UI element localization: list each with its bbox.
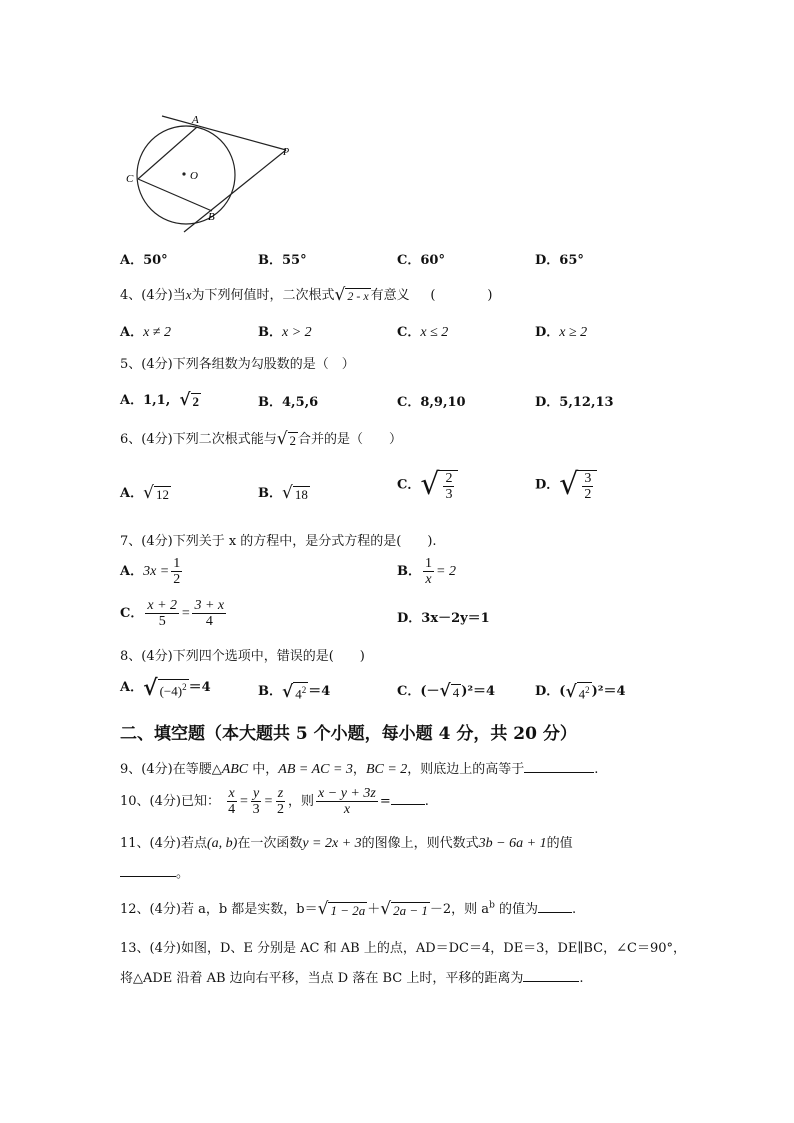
label-a: A (192, 114, 199, 126)
q13-answer-blank[interactable] (523, 981, 579, 982)
question-13-line2: 将△ADE 沿着 AB 边向右平移，当点 D 落在 BC 上时，平移的距离为 . (120, 971, 584, 986)
q12-answer-blank[interactable] (538, 912, 572, 913)
q5-option-d: D．5,12,13 (535, 395, 614, 410)
tangent-line-pb (184, 150, 286, 232)
question-13: 13、(4分)如图，D、E 分别是 AC 和 AB 上的点，AD＝DC＝4，DE＝3，DE∥BC，∠C＝90°， (120, 941, 686, 956)
circle-tangent-figure (120, 108, 300, 233)
q5-option-a: A．1,1, √ 2 (120, 390, 199, 410)
q6-option-c: C． √ $\frac{2}{3}$ (397, 468, 458, 502)
q7-option-b: B． $\frac{1}{x}$ = 2 (397, 556, 456, 587)
q9-answer-blank[interactable] (524, 772, 594, 773)
q4-option-d: D．x ≥ 2 (535, 325, 588, 340)
question-9: 9、(4分)在等腰△ABC 中，AB = AC = 3，BC = 2，则底边上的高等于 . (120, 762, 599, 777)
q7-option-c: C． $\frac{x + 2}{5}$ = $\frac{3 + x}{4}$ (120, 598, 225, 629)
label-o: O (190, 170, 198, 182)
q10-answer-blank[interactable] (391, 804, 425, 805)
q7-option-d: D．3x－2y＝1 (397, 611, 490, 626)
q8-option-b: B． √ $4^2$ ＝4 (258, 682, 331, 703)
q3-option-b: B．55° (258, 253, 307, 268)
q4-option-a: A．x ≠ 2 (120, 325, 171, 340)
question-6: 6、(4分)下列二次根式能与 √ 2 合并的是（ ） (120, 429, 403, 449)
q5-option-c: C．8,9,10 (397, 395, 466, 410)
label-c: C (126, 173, 134, 185)
q3-option-d: D．65° (535, 253, 584, 268)
q3-option-a: A．50° (120, 253, 168, 268)
q11-answer-blank[interactable] (120, 876, 176, 877)
chord-ca (138, 127, 197, 179)
question-7: 7、(4分)下列关于 x 的方程中，是分式方程的是( ). (120, 534, 437, 549)
section-2-title: 二、填空题（本大题共 5 个小题，每小题 4 分，共 20 分） (120, 724, 577, 744)
question-11: 11、(4分)若点(a, b)在一次函数y = 2x + 3的图像上，则代数式3b − 6a + 1的值 (120, 836, 573, 851)
question-5: 5、(4分)下列各组数为勾股数的是（ ） (120, 357, 355, 372)
q5-option-b: B．4,5,6 (258, 395, 319, 410)
q8-option-d: D．( √ $4^2$ )²＝4 (535, 682, 626, 703)
label-p: P (283, 147, 290, 158)
q4-option-c: C．x ≤ 2 (397, 325, 449, 340)
question-11-answer-line: 。 (120, 862, 189, 881)
label-b: B (208, 211, 215, 223)
circle-o (137, 126, 235, 224)
chord-cb (138, 179, 212, 211)
q6-option-a: A． √ 12 (120, 483, 169, 503)
center-point-o (182, 172, 185, 175)
question-8: 8、(4分)下列四个选项中，错误的是( ) (120, 649, 365, 664)
question-12: 12、(4分)若 a，b 都是实数，b＝ √ 1 − 2a ＋ √ 2a − 1 －2，则 $a^b$ 的值为 . (120, 899, 577, 919)
question-4: 4、(4分)当x为下列何值时，二次根式 √ 2 - x 有意义 ( ) (120, 285, 493, 305)
q3-option-c: C．60° (397, 253, 445, 268)
q8-option-c: C．(－ √ 4 )²＝4 (397, 681, 496, 701)
q7-option-a: A．3x = $\frac{1}{2}$ (120, 556, 181, 587)
question-10: 10、(4分)已知： $\frac{x}{4}$ = $\frac{y}{3}$ = $\frac{z}{2}$ ，则 $\frac{x - y + 3z}{x}$ = . (120, 786, 429, 817)
q6-option-d: D． √ $\frac{3}{2}$ (535, 468, 597, 502)
q4-option-b: B．x > 2 (258, 325, 312, 340)
q8-option-a: A． √ $(-4)^2$ ＝4 (120, 674, 211, 701)
q6-option-b: B． √ 18 (258, 483, 308, 503)
